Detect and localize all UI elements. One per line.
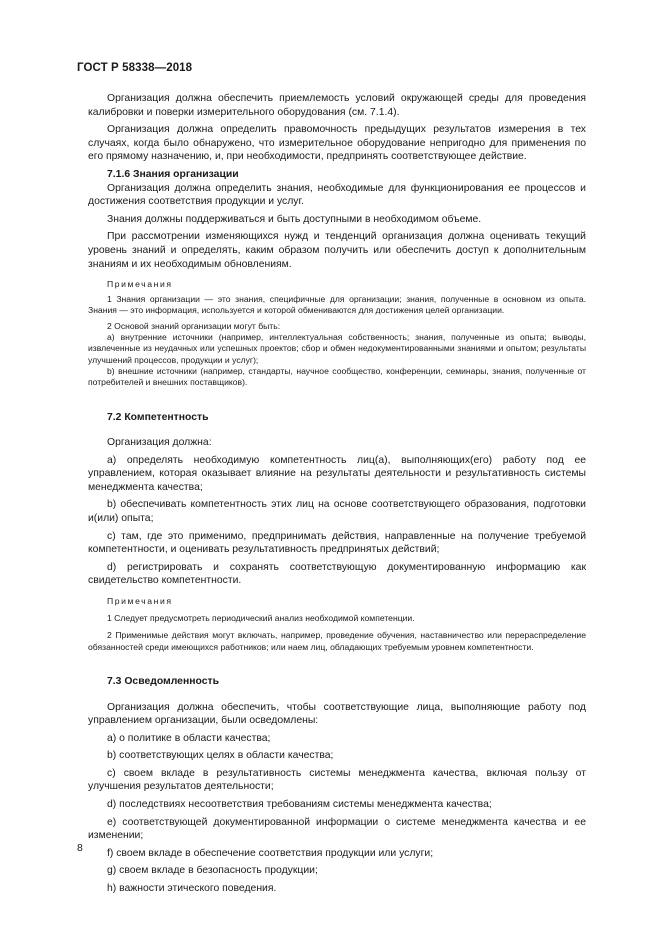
intro-paragraph-1: Организация должна обеспечить приемлемость условий окружающей среды для проведения калибровки и поверки измерительного оборудования (см. 7.1.4). [88, 93, 586, 118]
section-7-3-item-h: h) важности этического поведения. [107, 883, 277, 895]
section-7-3-heading: 7.3 Осведомленность [107, 675, 219, 687]
section-7-1-6-notes-title: Примечания [107, 279, 173, 290]
section-7-1-6-paragraph-1: Организация должна определить знания, необходимые для функционирования ее процессов и достижения соответствия продукции и услуг. [88, 182, 586, 208]
section-7-2-item-a: a) определять необходимую компетентность лиц(а), выполняющих(его) работу под ее управлением, которая оказывает влияние на результаты деятельности и результативность системы менеджмента качества; [88, 454, 586, 493]
section-7-2-note-2: 2 Применимые действия могут включать, например, проведение обучения, наставничество или перераспределение обязанностей среди имеющихся работников; или наем лиц, обладающих требуемым уровнем компетентности. [88, 630, 586, 652]
page-content [88, 92, 586, 896]
section-7-3-item-d: d) последствиях несоответствия требованиям системы менеджмента качества; [107, 799, 492, 811]
section-7-3-item-b: b) соответствующих целях в области качества; [107, 750, 334, 762]
section-7-2-lead: Организация должна: [107, 437, 212, 449]
section-7-1-6-note-2b: b) внешние источники (например, стандарты, научное сообщество, конференции, семинары, знания, полученные от потребителей и внешних поставщиков). [88, 365, 586, 388]
section-7-3-item-e: e) соответствующей документированной информации о системе менеджмента качества и ее изменении; [88, 816, 586, 842]
section-7-2-notes-title: Примечания [107, 596, 173, 607]
section-7-1-6-paragraph-2: Знания должны поддерживаться и быть доступными в необходимом объеме. [107, 213, 482, 225]
page-number: 8 [77, 843, 83, 854]
section-7-1-6-heading: 7.1.6 Знания организации [107, 168, 239, 180]
section-7-2-item-d: d) регистрировать и сохранять соответствующую документированную информацию как свидетельство компетентности. [88, 561, 586, 587]
section-7-1-6-note-2a: a) внутренние источники (например, интеллектуальная собственность; знания, полученные из опыта; выводы, извлеченные из неудачных или успешных проектов; сбор и обмен недокументированными знаниями и опытом; результаты улучшений процессов, продукции и услуг); [88, 332, 586, 365]
section-7-3-item-a: a) о политике в области качества; [107, 732, 271, 744]
section-7-2-heading: 7.2 Компетентность [107, 411, 209, 423]
section-7-2-item-b: b) обеспечивать компетентность этих лиц на основе соответствующего образования, подготовки и(или) опыта; [88, 499, 586, 525]
section-7-3-item-g: g) своем вкладе в безопасность продукции; [107, 865, 318, 877]
section-7-2-note-1: 1 Следует предусмотреть периодический анализ необходимой компетенции. [107, 613, 415, 624]
section-7-1-6-note-2: 2 Основой знаний организации могут быть: [107, 320, 281, 331]
section-7-3-item-c: c) своем вкладе в результативность системы менеджмента качества, включая пользу от улучшения результатов деятельности; [88, 767, 586, 793]
section-7-2-item-c: c) там, где это применимо, предпринимать действия, направленные на получение требуемой компетентности, и оценивать результативность предпринятых действий; [88, 530, 586, 556]
section-7-3-item-f: f) своем вкладе в обеспечение соответствия продукции или услуги; [107, 847, 434, 859]
section-7-3-lead: Организация должна обеспечить, чтобы соответствующие лица, выполняющие работу под управлением организации, были осведомлены: [88, 701, 586, 727]
intro-paragraph-2: Организация должна определить правомочность предыдущих результатов измерения в тех случаях, когда было обнаружено, что измерительное оборудование непригодно для применения по его прямому назначению, и, при необходимости, предпринять соответствующее действие. [88, 124, 586, 163]
standard-code-header: ГОСТ Р 58338—2018 [77, 62, 193, 74]
section-7-1-6-note-1: 1 Знания организации — это знания, специфичные для организации; знания, полученные в основном из опыта. Знания — это информация, используется и которой обмениваются для достижения целей организации. [88, 294, 586, 316]
section-7-1-6-paragraph-3: При рассмотрении изменяющихся нужд и тенденций организация должна оценивать текущий уровень знаний и определять, каким образом получить или обеспечить доступ к дополнительным знаниям и их необходимым обновлениям. [88, 231, 586, 270]
